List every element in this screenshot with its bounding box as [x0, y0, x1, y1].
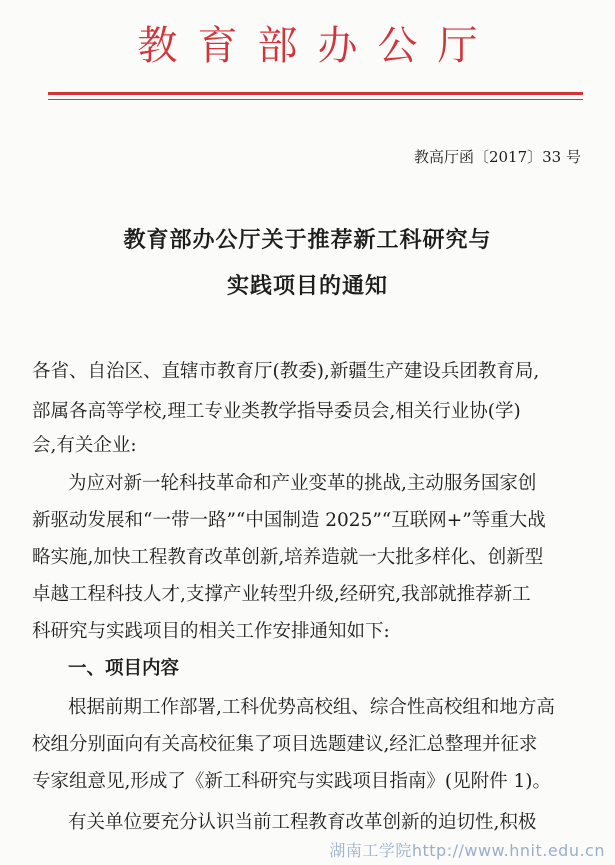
paragraph-2-line-1: 根据前期工作部署,工科优势高校组、综合性高校组和地方高	[68, 697, 555, 718]
recipients-line-2: 部属各高等学校,理工专业类教学指导委员会,相关行业协(学)	[32, 401, 521, 422]
document-title-line-2: 实践项目的通知	[226, 273, 388, 299]
recipients-line-1: 各省、自治区、直辖市教育厅(教委),新疆生产建设兵团教育局,	[32, 361, 540, 382]
paragraph-2-line-2: 校组分别面向有关高校征集了项目选题建议,经汇总整理并征求	[32, 734, 538, 755]
document-title-line-1: 教育部办公厅关于推荐新工科研究与	[123, 227, 492, 253]
site-watermark: 湖南工学院http://www.hnit.edu.cn	[329, 841, 605, 860]
recipients-line-3: 会,有关企业:	[32, 435, 137, 456]
issuing-office-header: 教育部办公厅	[137, 23, 498, 69]
paragraph-2-line-3: 专家组意见,形成了《新工科研究与实践项目指南》(见附件 1)。	[32, 771, 551, 792]
paragraph-1-line-4: 卓越工程科技人才,支撑产业转型升级,经研究,我部就推荐新工	[32, 584, 531, 605]
paragraph-1-line-3: 略实施,加快工程教育改革创新,培养造就一大批多样化、创新型	[32, 547, 544, 568]
header-divider-thick	[48, 92, 583, 95]
paragraph-1-line-5: 科研究与实践项目的相关工作安排通知如下:	[32, 621, 390, 642]
paragraph-3-line-1: 有关单位要充分认识当前工程教育改革创新的迫切性,积极	[68, 812, 537, 833]
paragraph-1-line-2: 新驱动发展和“一带一路”“中国制造 2025”“互联网+”等重大战	[32, 510, 546, 531]
paragraph-1-line-1: 为应对新一轮科技革命和产业变革的挑战,主动服务国家创	[68, 473, 537, 494]
section-heading-project-content: 一、项目内容	[68, 658, 180, 679]
header-divider-thin	[48, 99, 583, 100]
document-number: 教高厅函〔2017〕33 号	[413, 148, 581, 166]
